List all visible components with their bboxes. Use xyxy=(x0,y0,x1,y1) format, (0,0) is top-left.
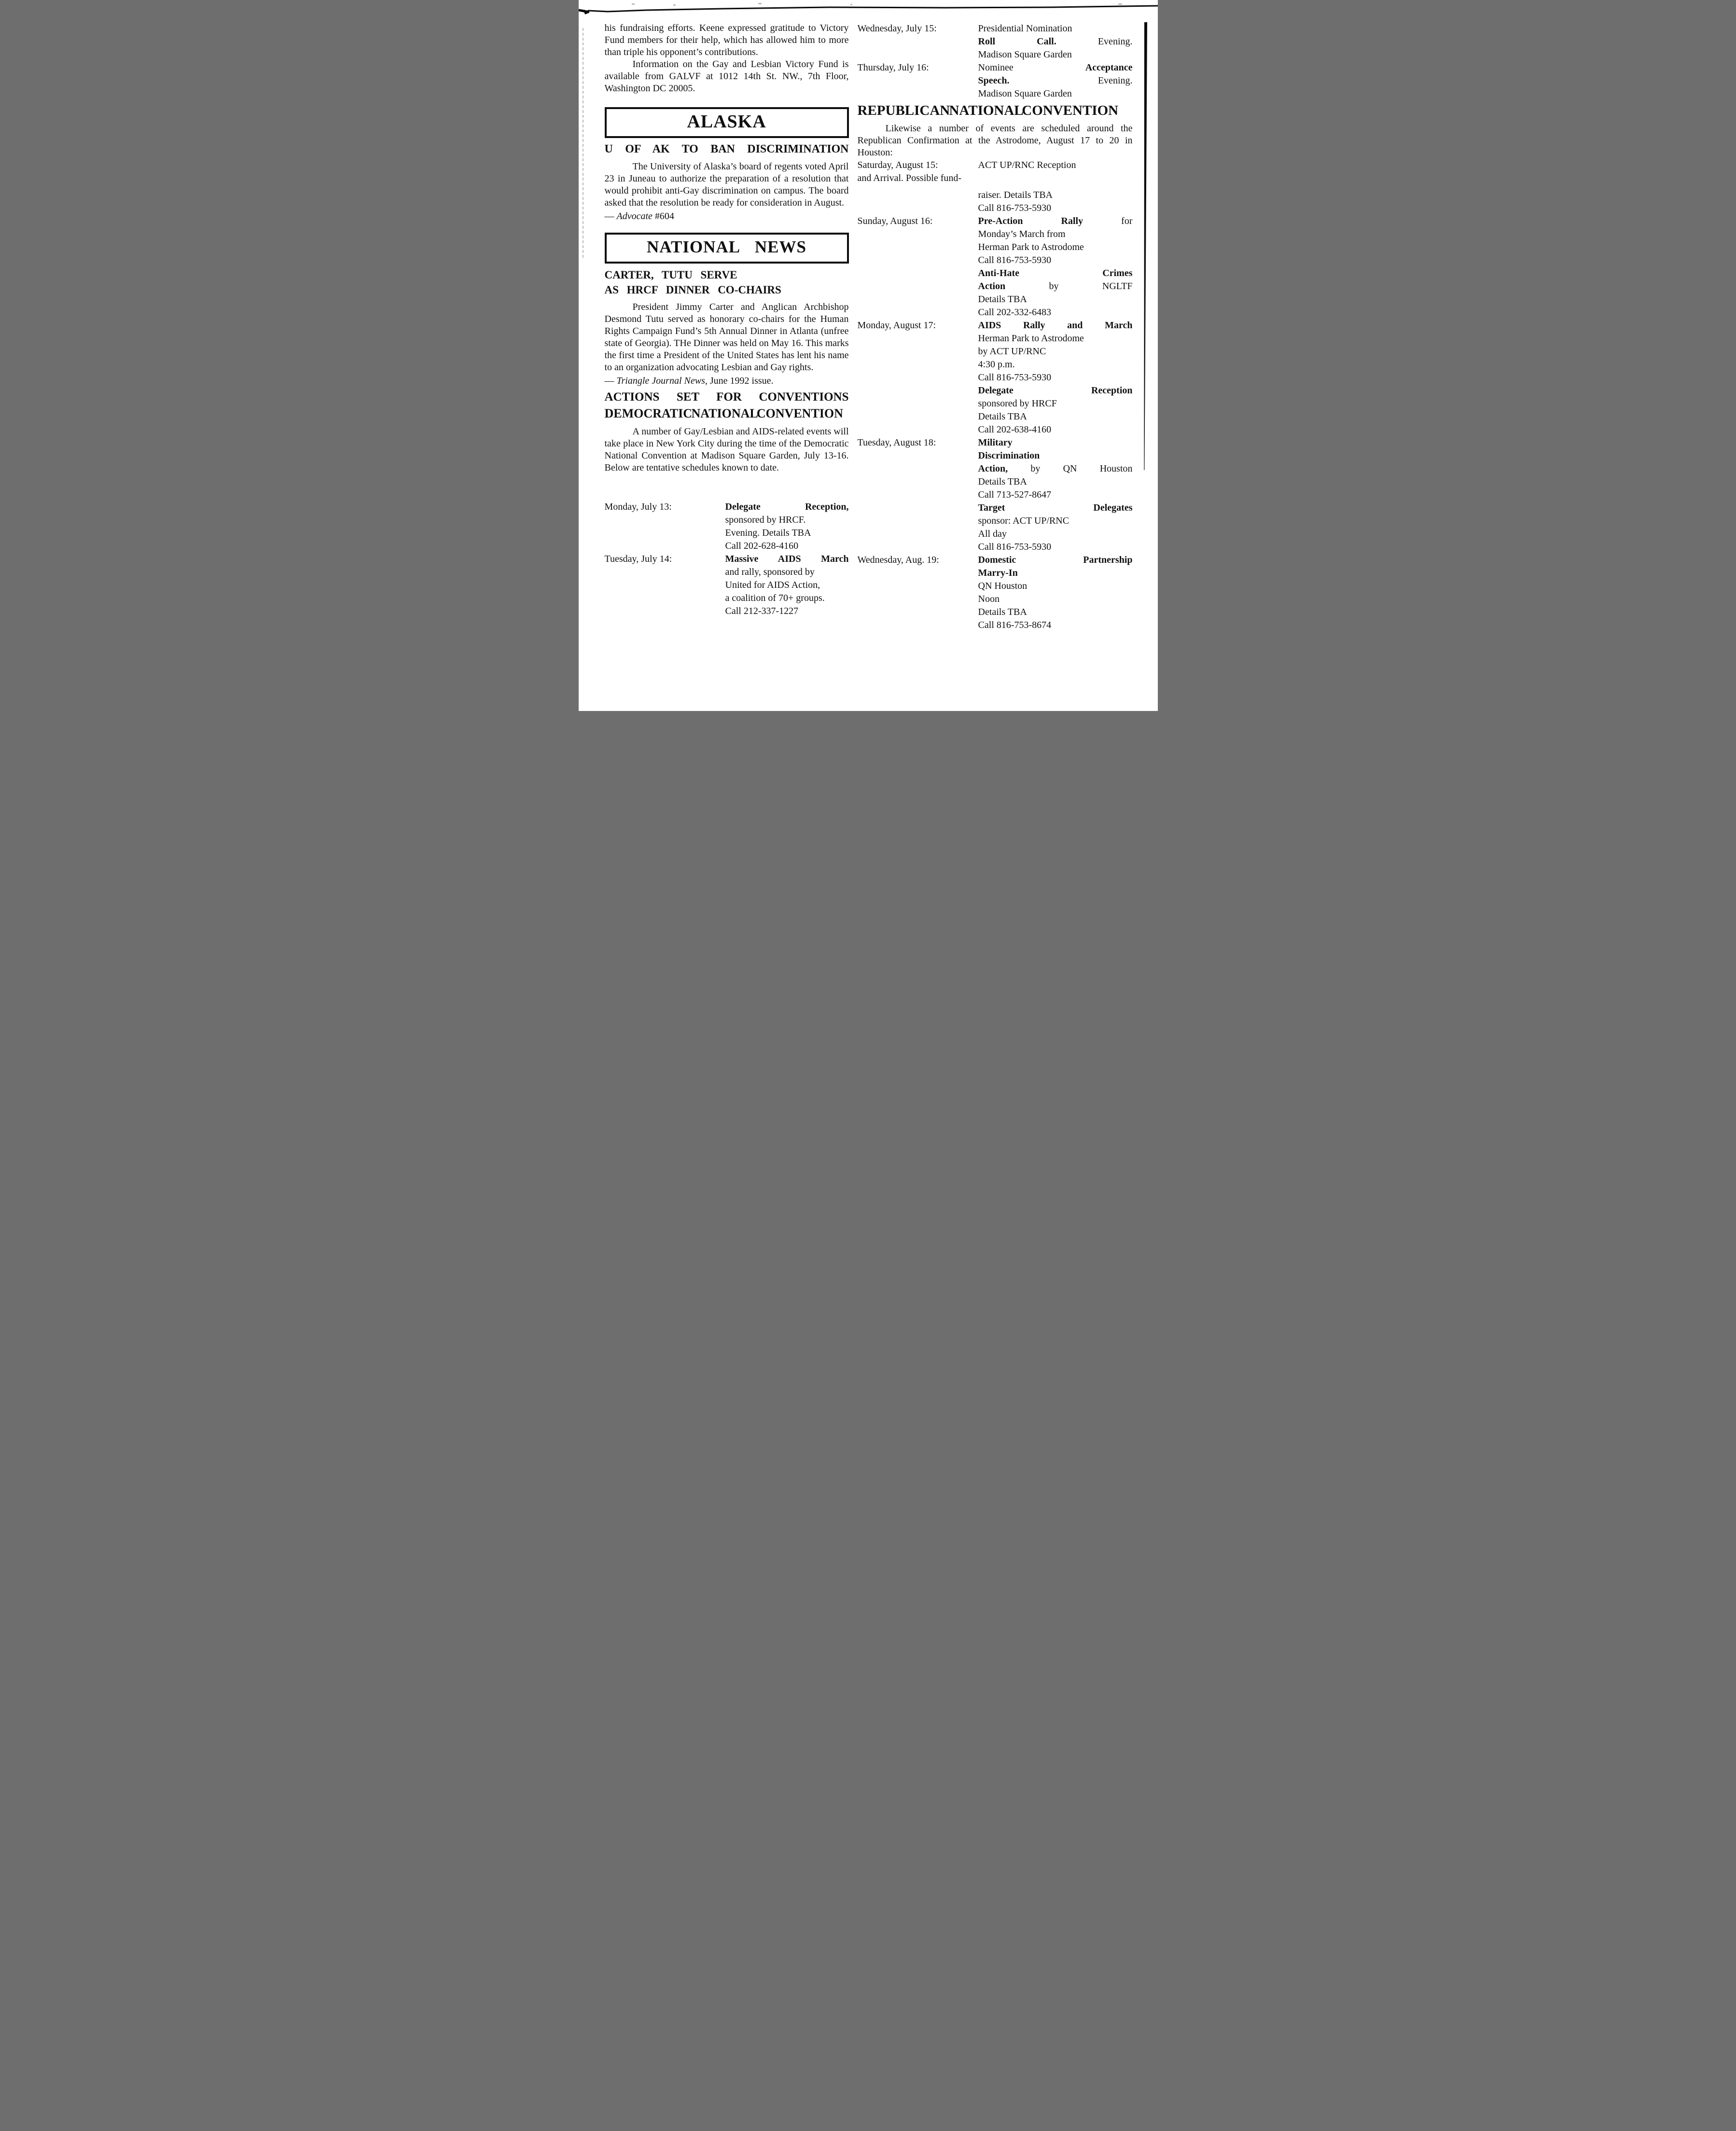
schedule-description xyxy=(978,215,1133,319)
paragraph-dnc-intro: A number of Gay/Lesbian and AIDS-related events will take place in New York City during the time of the Democratic National Convention at Madison Square Garden, July 13-16. Below are tentative schedules known to date. xyxy=(604,426,849,473)
schedule-description xyxy=(978,189,1133,215)
schedule-line xyxy=(978,319,1133,332)
text-run: Evening. Details TBA xyxy=(725,528,811,538)
schedule-line xyxy=(978,215,1133,228)
headline-democratic-convention: DEMOCRATIC NATIONAL CONVENTION xyxy=(604,406,843,420)
scan-speck xyxy=(758,3,762,4)
section-title-national-news: NATIONAL NEWS xyxy=(647,237,806,256)
text-run: Call 816-753-5930 xyxy=(978,372,1052,383)
schedule-date: Tuesday, July 14: xyxy=(604,554,672,564)
schedule-line xyxy=(978,606,1133,619)
text-run: Call 202-638-4160 xyxy=(978,424,1052,435)
text-run: Details TBA xyxy=(978,476,1027,487)
headline-carter-tutu: CARTER, TUTU SERVE xyxy=(604,269,737,281)
schedule-row xyxy=(605,553,849,618)
text-run: Call 713-527-8647 xyxy=(978,489,1052,500)
left-column xyxy=(605,22,849,632)
schedule-line xyxy=(978,332,1133,345)
schedule-line xyxy=(978,541,1133,554)
text-run: Triangle Journal News xyxy=(616,376,705,386)
schedule-line xyxy=(978,423,1133,436)
text-run: Herman Park to Astrodome xyxy=(978,333,1084,344)
text-run: , June 1992 issue. xyxy=(705,376,774,386)
schedule-date: Monday, July 13: xyxy=(604,501,672,512)
schedule-line xyxy=(978,384,1133,397)
text-run: Marry-In xyxy=(978,568,1018,578)
schedule-line xyxy=(978,475,1133,488)
dnc-schedule xyxy=(605,501,849,618)
schedule-line xyxy=(978,462,1133,475)
schedule-line xyxy=(725,605,849,618)
text-run: United for AIDS Action, xyxy=(725,580,820,590)
schedule-line xyxy=(978,267,1133,280)
text-run: for xyxy=(1083,216,1133,226)
schedule-line xyxy=(725,540,849,553)
scan-artifact-top-edge-line xyxy=(579,0,1158,16)
scan-speck xyxy=(673,4,676,6)
schedule-date: Monday, August 17: xyxy=(857,320,936,331)
schedule-line xyxy=(725,514,849,527)
schedule-row xyxy=(858,436,1133,554)
text-run: Presidential Nomination xyxy=(978,23,1072,34)
schedule-line xyxy=(978,74,1133,87)
text-run: Monday’s March from xyxy=(978,229,1066,239)
text-run: Details TBA xyxy=(978,411,1027,422)
text-run: AIDS Rally and March xyxy=(978,320,1133,331)
text-run: Delegate Reception xyxy=(978,385,1133,396)
text-run: a coalition of 70+ groups. xyxy=(725,593,825,603)
schedule-row xyxy=(858,215,1133,319)
text-run: Call 816-753-5930 xyxy=(978,203,1052,213)
schedule-line xyxy=(978,397,1133,410)
text-run: Call 212-337-1227 xyxy=(725,606,799,616)
schedule-line xyxy=(978,241,1133,254)
schedule-line xyxy=(978,593,1133,606)
schedule-line xyxy=(725,527,849,540)
schedule-description xyxy=(978,436,1133,554)
schedule-date xyxy=(858,189,978,215)
schedule-description xyxy=(725,553,849,618)
text-run: Pre-Action Rally xyxy=(978,216,1083,226)
text-run: Call 202-332-6483 xyxy=(978,307,1052,318)
text-run: sponsor: ACT UP/RNC xyxy=(978,515,1069,526)
text-run: Action, xyxy=(978,463,1008,474)
schedule-row xyxy=(858,189,1133,215)
text-run: Madison Square Garden xyxy=(978,88,1072,99)
text-run: and Arrival. Possible fund- xyxy=(857,173,962,183)
schedule-line xyxy=(978,35,1133,48)
text-run: Domestic Partnership xyxy=(978,555,1133,565)
schedule-line xyxy=(978,159,1133,172)
attribution-triangle-journal xyxy=(605,375,849,388)
text-run: — xyxy=(604,211,617,222)
schedule-description xyxy=(725,501,849,553)
text-run: Call 816-753-5930 xyxy=(978,542,1052,552)
text-run: Call 202-628-4160 xyxy=(725,541,799,551)
schedule-row xyxy=(858,159,1133,172)
text-run: Target Delegates xyxy=(978,502,1133,513)
paragraph-hrcf-dinner: President Jimmy Carter and Anglican Archbishop Desmond Tutu served as honorary co-chairs for the Human Rights Campaign Fund’s 5th Annual Dinner in Atlanta (unfree state of Georgia). THe Dinner was held on May 16. This marks the first time a President of the United States has lent his name to an organization advocating Lesbian and Gay rights. xyxy=(604,302,849,373)
headline-carter-tutu-line2: AS HRCF DINNER CO-CHAIRS xyxy=(604,284,781,296)
headline-actions-set: ACTIONS SET FOR CONVENTIONS xyxy=(604,390,849,404)
text-run: Herman Park to Astrodome xyxy=(978,242,1084,252)
schedule-line xyxy=(978,371,1133,384)
attribution-advocate xyxy=(605,210,849,223)
schedule-line xyxy=(978,202,1133,215)
text-run: Anti-Hate Crimes xyxy=(978,268,1133,279)
schedule-continuation-line xyxy=(858,172,1133,185)
right-column xyxy=(858,22,1133,632)
schedule-line xyxy=(978,293,1133,306)
schedule-date: Tuesday, August 18: xyxy=(857,437,936,448)
text-run: Roll Call. xyxy=(978,36,1056,47)
paragraph-alaska: The University of Alaska’s board of regents voted April 23 in Juneau to authorize the preparation of a resolution that would prohibit anti-Gay discrimination on campus. The board asked that the resolution be ready for consideration in August. xyxy=(604,161,849,208)
schedule-line xyxy=(978,449,1133,462)
schedule-line xyxy=(978,280,1133,293)
schedule-description xyxy=(978,159,1133,172)
text-run: Call 816-753-5930 xyxy=(978,255,1052,265)
scan-speck xyxy=(632,3,635,5)
text-run: Evening. xyxy=(1009,75,1133,86)
newsletter-scan-page xyxy=(579,0,1158,711)
text-run: Action xyxy=(978,281,1006,292)
schedule-date: Saturday, August 15: xyxy=(857,160,938,170)
text-run: raiser. Details TBA xyxy=(978,190,1053,200)
schedule-description xyxy=(978,554,1133,632)
text-run: Military xyxy=(978,437,1013,448)
text-run: Advocate xyxy=(616,211,653,222)
paragraph-rnc-intro: Likewise a number of events are scheduled around the Republican Confirmation at the Astrodome, August 17 to 20 in Houston: xyxy=(857,123,1133,158)
schedule-row xyxy=(858,22,1133,61)
schedule-row xyxy=(858,554,1133,632)
schedule-description xyxy=(978,22,1133,61)
text-run: QN Houston xyxy=(978,581,1028,591)
text-run: Speech. xyxy=(978,75,1010,86)
schedule-line xyxy=(978,436,1133,449)
section-header-box-national-news xyxy=(605,233,849,264)
schedule-line xyxy=(725,553,849,566)
schedule-line xyxy=(978,358,1133,371)
text-run: #604 xyxy=(652,211,674,222)
section-title-alaska: ALASKA xyxy=(687,111,766,132)
schedule-line xyxy=(978,22,1133,35)
section-header-box-alaska xyxy=(605,107,849,138)
text-run: Call 816-753-8674 xyxy=(978,620,1052,630)
schedule-line xyxy=(978,528,1133,541)
text-run: Details TBA xyxy=(978,607,1027,617)
schedule-row xyxy=(858,319,1133,436)
text-run: 4:30 p.m. xyxy=(978,359,1015,370)
schedule-line xyxy=(978,488,1133,501)
schedule-line xyxy=(978,87,1133,100)
schedule-line xyxy=(725,579,849,592)
schedule-row xyxy=(858,61,1133,100)
schedule-line xyxy=(978,48,1133,61)
schedule-line xyxy=(978,189,1133,202)
schedule-date: Wednesday, Aug. 19: xyxy=(857,555,939,565)
schedule-line xyxy=(978,306,1133,319)
text-run: Details TBA xyxy=(978,294,1027,305)
text-run: by ACT UP/RNC xyxy=(978,346,1046,357)
schedule-line xyxy=(978,501,1133,515)
text-run: Evening. xyxy=(1056,36,1133,47)
headline-republican-convention: REPUBLICAN NATIONAL CONVENTION xyxy=(857,103,1119,118)
schedule-date: Thursday, July 16: xyxy=(857,62,929,73)
schedule-line xyxy=(978,567,1133,580)
scan-speck xyxy=(1118,3,1122,5)
schedule-line xyxy=(978,61,1133,74)
schedule-date: Wednesday, July 15: xyxy=(857,23,937,34)
text-run: by QN Houston xyxy=(1008,463,1133,474)
text-run: Discrimination xyxy=(978,450,1040,461)
schedule-line xyxy=(978,554,1133,567)
text-run: All day xyxy=(978,529,1007,539)
schedule-line xyxy=(978,515,1133,528)
schedule-line xyxy=(725,566,849,579)
schedule-line xyxy=(978,254,1133,267)
text-run: and rally, sponsored by xyxy=(725,567,815,577)
schedule-line xyxy=(978,619,1133,632)
schedule-date: Sunday, August 16: xyxy=(857,216,933,226)
schedule-line xyxy=(725,501,849,514)
rnc-schedule xyxy=(858,159,1133,632)
text-run: Delegate Reception, xyxy=(725,501,849,512)
schedule-line xyxy=(978,228,1133,241)
scan-speck xyxy=(850,4,852,5)
paragraph-victory-fund-info: Information on the Gay and Lesbian Victory Fund is available from GALVF at 1012 14th St. NW., 7th Floor, Washington DC 20005. xyxy=(604,59,849,94)
scan-artifact-right-edge-line xyxy=(1139,21,1153,473)
text-run: Nominee xyxy=(978,62,1085,73)
text-run: ACT UP/RNC Reception xyxy=(978,160,1076,170)
schedule-line xyxy=(725,592,849,605)
text-run: Noon xyxy=(978,594,1000,604)
schedule-line xyxy=(978,345,1133,358)
paragraph-fundraising: his fundraising efforts. Keene expressed gratitude to Victory Fund members for their help, which has allowed him to more than triple his opponent’s contributions. xyxy=(604,23,849,57)
text-run: by NGLTF xyxy=(1005,281,1133,292)
headline-u-of-ak: U OF AK TO BAN DISCRIMINATION xyxy=(604,143,849,155)
text-run: Massive AIDS March xyxy=(725,554,849,564)
schedule-description xyxy=(978,319,1133,436)
dnc-schedule-continued xyxy=(858,22,1133,100)
schedule-line xyxy=(978,410,1133,423)
two-column-layout xyxy=(605,22,1133,632)
text-run: — xyxy=(604,376,617,386)
schedule-description xyxy=(978,61,1133,100)
text-run: sponsored by HRCF. xyxy=(725,515,806,525)
schedule-line xyxy=(978,580,1133,593)
text-run: Acceptance xyxy=(1085,62,1133,73)
text-run: sponsored by HRCF xyxy=(978,398,1057,409)
text-run: Madison Square Garden xyxy=(978,49,1072,60)
schedule-row xyxy=(605,501,849,553)
